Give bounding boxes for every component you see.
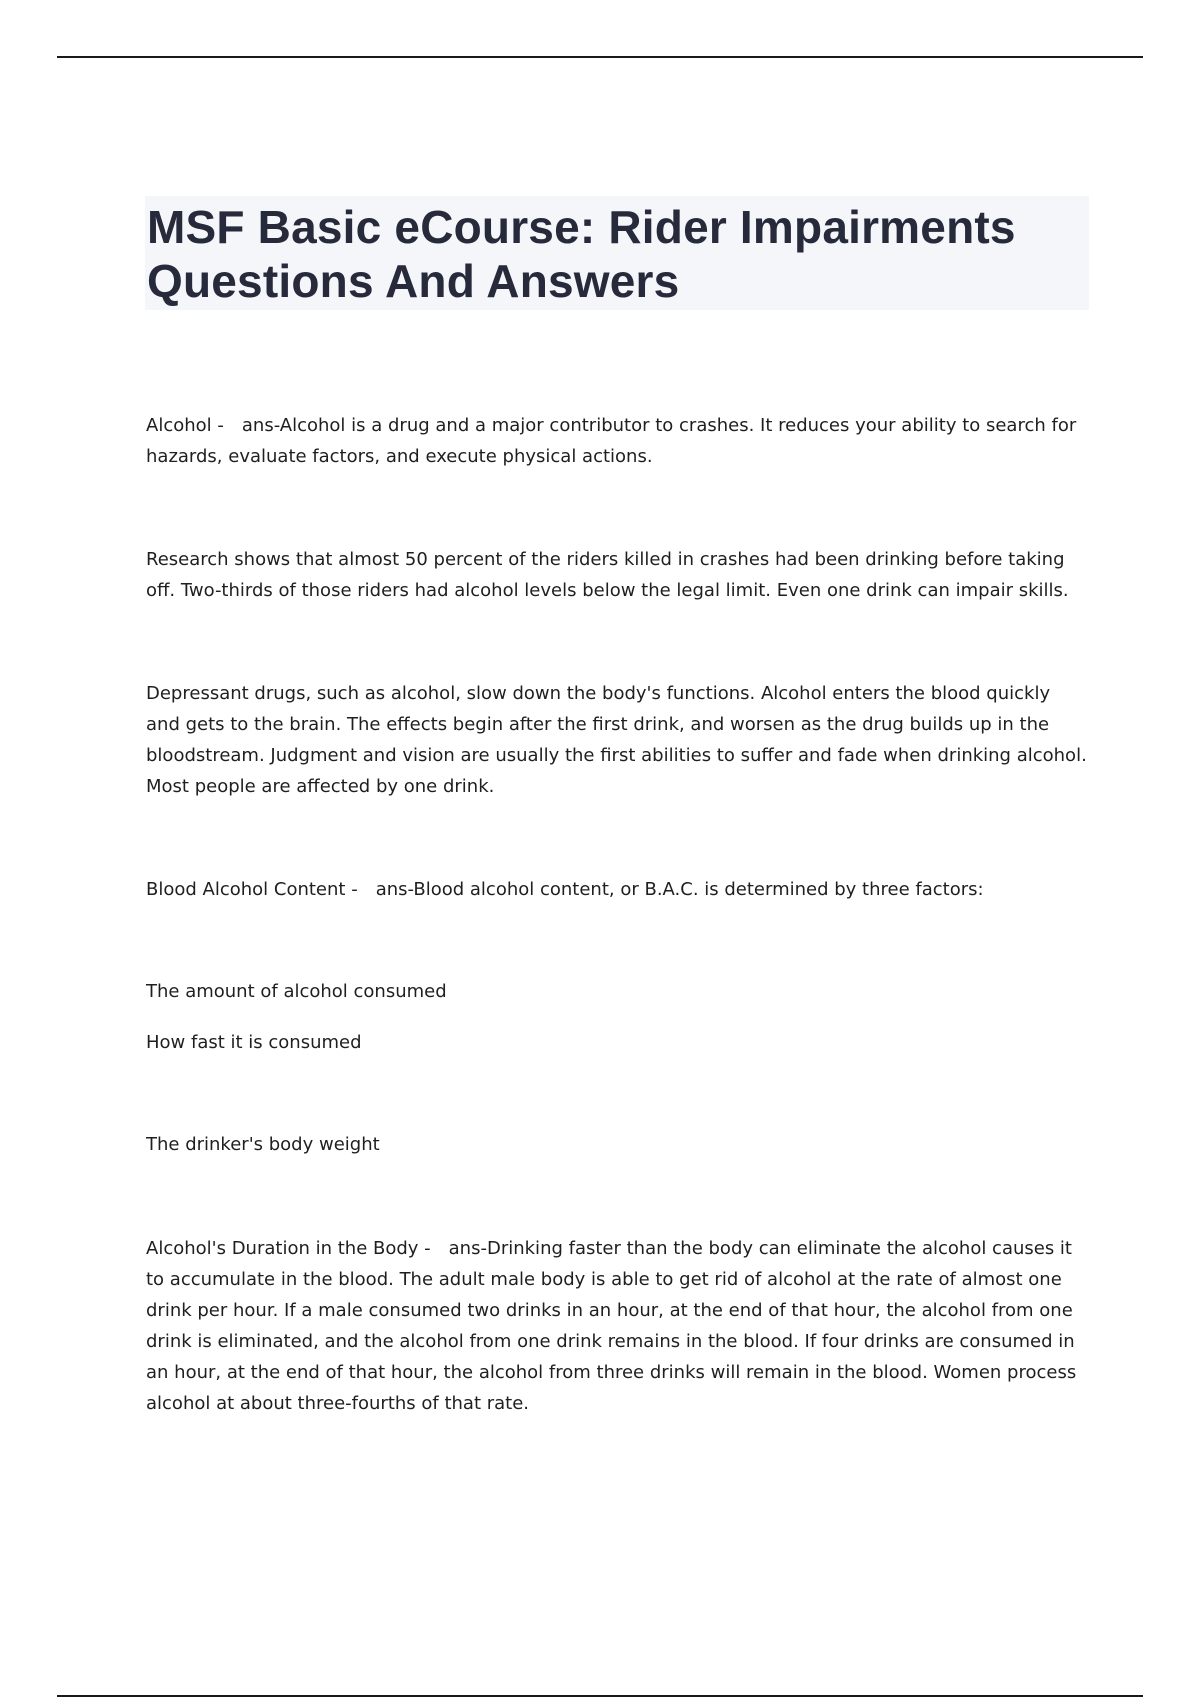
entry-answer: ans-Alcohol is a drug and a major contributor to crashes. It reduces your ability to search for hazards, evaluate factors, and execute physical actions.	[146, 415, 1077, 467]
entry-text: The drinker's body weight	[146, 1134, 380, 1155]
entry-research	[146, 544, 1088, 606]
list-item-speed	[146, 1027, 1088, 1058]
entry-text: The amount of alcohol consumed	[146, 981, 447, 1002]
entry-text: Research shows that almost 50 percent of the riders killed in crashes had been drinking before taking off. Two-thirds of those riders had alcohol levels below the legal limit. Even one drink can impair skills.	[146, 549, 1069, 601]
entry-term: Alcohol's Duration in the Body -	[146, 1238, 431, 1259]
title-line-1: MSF Basic eCourse: Rider Impairments	[147, 201, 1016, 253]
title-line-2: Questions And Answers	[147, 255, 680, 307]
entry-term: Blood Alcohol Content -	[146, 879, 358, 900]
entry-text: Depressant drugs, such as alcohol, slow down the body's functions. Alcohol enters the blood quickly and gets to the brain. The effects begin after the first drink, and worsen as the drug builds up in the bloodstream. Judgment and vision are usually the first abilities to suffer and fade when drinking alcohol. Most people are affected by one drink.	[146, 683, 1087, 797]
entry-alcohol-duration	[146, 1233, 1088, 1419]
entry-answer: ans-Blood alcohol content, or B.A.C. is determined by three factors:	[375, 879, 984, 900]
entry-alcohol	[146, 410, 1088, 472]
list-item-body-weight	[146, 1129, 1088, 1160]
footer-rule	[57, 1695, 1143, 1697]
entry-depressant	[146, 678, 1088, 802]
document-title	[147, 200, 1087, 308]
entry-answer: ans-Drinking faster than the body can eliminate the alcohol causes it to accumulate in the blood. The adult male body is able to get rid of alcohol at the rate of almost one drink per hour. If a male consumed two drinks in an hour, at the end of that hour, the alcohol from one drink is eliminated, and the alcohol from one drink remains in the blood. If four drinks are consumed in an hour, at the end of that hour, the alcohol from three drinks will remain in the blood. Women process alcohol at about three-fourths of that rate.	[146, 1238, 1077, 1414]
entry-text: How fast it is consumed	[146, 1032, 362, 1053]
entry-term: Alcohol -	[146, 415, 224, 436]
entry-blood-alcohol-content	[146, 874, 1088, 905]
list-item-amount	[146, 976, 1088, 1007]
header-rule	[57, 56, 1143, 58]
title-block	[145, 196, 1089, 310]
